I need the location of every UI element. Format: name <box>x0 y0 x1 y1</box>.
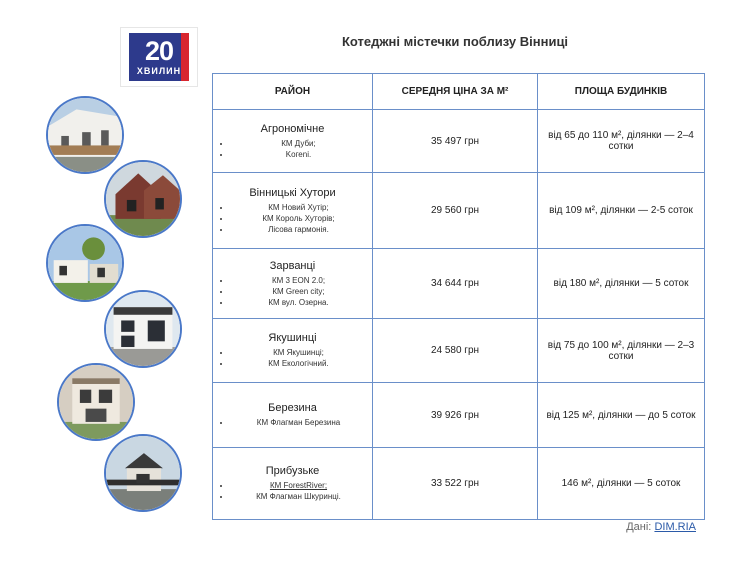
price-cell: 29 560 грн <box>373 173 538 249</box>
list-item: • КМ Якушинці; <box>231 347 366 358</box>
house-photo-6 <box>104 434 182 512</box>
cottage-table <box>212 73 705 520</box>
table-row <box>213 249 705 319</box>
cottage-list <box>219 138 366 160</box>
area-cell: від 125 м², ділянки — до 5 соток <box>538 383 705 448</box>
table-row <box>213 448 705 520</box>
district-name: Агрономічне <box>260 122 325 135</box>
price-cell: 34 644 грн <box>373 249 538 319</box>
table-row <box>213 110 705 173</box>
area-cell: від 109 м², ділянки — 2-5 соток <box>538 173 705 249</box>
price-cell: 39 926 грн <box>373 383 538 448</box>
table-row <box>213 319 705 383</box>
district-cell <box>213 383 373 448</box>
price-cell: 35 497 грн <box>373 110 538 173</box>
table-row <box>213 383 705 448</box>
district-cell <box>213 110 373 173</box>
district-cell <box>213 173 373 249</box>
district-cell <box>213 249 373 319</box>
cottage-list <box>219 417 366 428</box>
cottage-list <box>219 347 366 369</box>
source-label: Дані: <box>626 521 652 533</box>
cottage-list <box>219 275 366 308</box>
source-link[interactable]: DIM.RIA <box>654 521 696 533</box>
district-name: Березина <box>268 402 317 414</box>
list-item: • КМ Флагман Березина <box>231 417 366 428</box>
district-name: Прибузьке <box>265 465 320 477</box>
district-cell <box>213 448 373 520</box>
list-item: • КМ вул. Озерна. <box>231 297 366 308</box>
district-cell <box>213 319 373 383</box>
list-item: • КМ Екологічний. <box>231 358 366 369</box>
district-name: Вінницькі Хутори <box>249 186 336 199</box>
logo-badge <box>129 33 189 81</box>
district-name: Якушинці <box>268 332 317 344</box>
page-title: Котеджні містечки поблизу Вінниці <box>341 34 569 49</box>
table-header-row <box>213 74 705 110</box>
data-source <box>626 521 696 533</box>
house-photo-4 <box>104 290 182 368</box>
area-cell: від 75 до 100 м², ділянки — 2–3 сотки <box>538 319 705 383</box>
list-item: • КМ Флагман Шкуринці. <box>231 491 366 502</box>
house-photo-1 <box>46 96 124 174</box>
area-cell: 146 м², ділянки — 5 соток <box>538 448 705 520</box>
column-header-price: СЕРЕДНЯ ЦІНА ЗА М² <box>373 74 538 110</box>
district-name: Зарванці <box>269 259 316 272</box>
cottage-list <box>219 480 366 502</box>
table-row <box>213 173 705 249</box>
column-header-district: РАЙОН <box>213 74 373 110</box>
column-header-area: ПЛОЩА БУДИНКІВ <box>538 74 705 110</box>
area-cell: від 65 до 110 м², ділянки — 2–4 сотки <box>538 110 705 173</box>
list-item: • Kогеni. <box>231 149 366 160</box>
logo-text: ХВИЛИН <box>136 66 182 76</box>
list-item: • КМ Новий Хутір; <box>231 202 366 213</box>
price-cell: 33 522 грн <box>373 448 538 520</box>
list-item-link[interactable]: • КМ ForestRiver; <box>231 480 366 491</box>
list-item: • КМ Green city; <box>231 286 366 297</box>
list-item: • КМ Король Хуторів; <box>231 213 366 224</box>
price-cell: 24 580 грн <box>373 319 538 383</box>
list-item: • Лісова гармонія. <box>231 224 366 235</box>
house-photo-2 <box>104 160 182 238</box>
list-item: • КМ Дуби; <box>231 138 366 149</box>
logo-accent <box>181 33 189 81</box>
list-item: • КМ 3 EON 2.0; <box>231 275 366 286</box>
house-photo-5 <box>57 363 135 441</box>
house-photo-3 <box>46 224 124 302</box>
cottage-list <box>219 202 366 235</box>
logo <box>120 27 198 87</box>
area-cell: від 180 м², ділянки — 5 соток <box>538 249 705 319</box>
logo-number: 20 <box>144 36 174 66</box>
